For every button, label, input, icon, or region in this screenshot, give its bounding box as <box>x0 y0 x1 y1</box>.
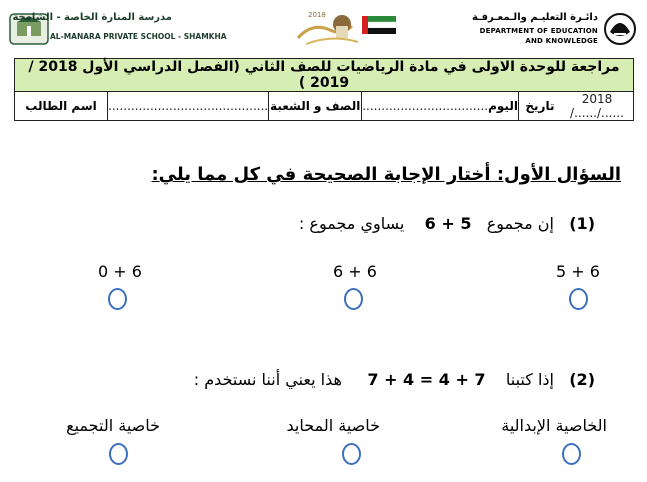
center-logo-year: 2018 <box>308 11 326 19</box>
date-field[interactable]: 2018 /....../...... <box>561 92 634 121</box>
item-1-choice-a-radio[interactable] <box>569 288 588 310</box>
item-2-number: (2) <box>569 370 595 389</box>
item-1-choice-c-radio[interactable] <box>108 288 127 310</box>
day-cell <box>419 92 518 121</box>
item-1-text-before: إن مجموع <box>486 214 554 233</box>
center-logo <box>292 8 402 48</box>
date-label: تاريخ <box>518 92 561 121</box>
day-field[interactable]: .................. <box>419 99 489 113</box>
item-2-text-before: إذا كتبنا <box>505 370 554 389</box>
question-item-1 <box>299 214 595 233</box>
school-logo <box>8 10 227 48</box>
info-row <box>15 92 634 121</box>
item-2-choice-c-label: خاصية التجميع <box>66 416 160 435</box>
item-2-text-after: هذا يعني أننا نستخدم : <box>193 370 342 389</box>
department-name-en-line1: DEPARTMENT OF EDUCATION <box>479 27 598 35</box>
class-field[interactable]: ............... <box>362 92 420 121</box>
header-table <box>14 58 634 121</box>
student-label: اسم الطالب <box>15 92 108 121</box>
item-1-choice-b-label: 6 + 6 <box>333 262 377 281</box>
department-emblem-icon <box>602 10 638 48</box>
item-1-text-after: يساوي مجموع : <box>298 214 405 233</box>
item-2-expression: 7 + 4 = 4 + 7 <box>367 370 486 389</box>
department-name-ar: دائـرة التعليـم والـمعـرفـة <box>472 12 598 23</box>
item-1-number: (1) <box>569 214 595 233</box>
item-1-choice-c-label: 0 + 6 <box>98 262 142 281</box>
item-2-choice-a-label: الخاصية الإبدالية <box>501 416 607 435</box>
question-heading: السؤال الأول: أختار الإجابة الصحيحة في كل مما يلي: <box>151 164 621 185</box>
department-name-en-line2: AND KNOWLEDGE <box>525 37 598 45</box>
student-name-field[interactable]: .......................................... <box>108 92 269 121</box>
school-name-en: AL-MANARA PRIVATE SCHOOL - SHAMKHA <box>50 32 227 41</box>
item-2-choice-b-label: خاصية المحايد <box>286 416 380 435</box>
school-name-ar: مدرسة المنارة الخاصة - الشامخة <box>12 12 172 23</box>
item-1-expression: 6 + 5 <box>424 214 472 233</box>
page-title: مراجعة للوحدة الاولى في مادة الرياضيات للصف الثاني (الفصل الدراسي الأول 2018 / 2019 ) <box>15 59 634 92</box>
day-label: اليوم <box>488 99 518 113</box>
item-2-choice-a-radio[interactable] <box>562 443 581 465</box>
item-1-choice-b-radio[interactable] <box>344 288 363 310</box>
title-row <box>15 59 634 92</box>
item-1-choice-a-label: 5 + 6 <box>556 262 600 281</box>
department-logo <box>472 10 638 48</box>
item-2-choice-c-radio[interactable] <box>109 443 128 465</box>
question-item-2 <box>194 370 595 389</box>
item-2-choice-b-radio[interactable] <box>342 443 361 465</box>
class-label: الصف و الشعبة <box>269 92 362 121</box>
